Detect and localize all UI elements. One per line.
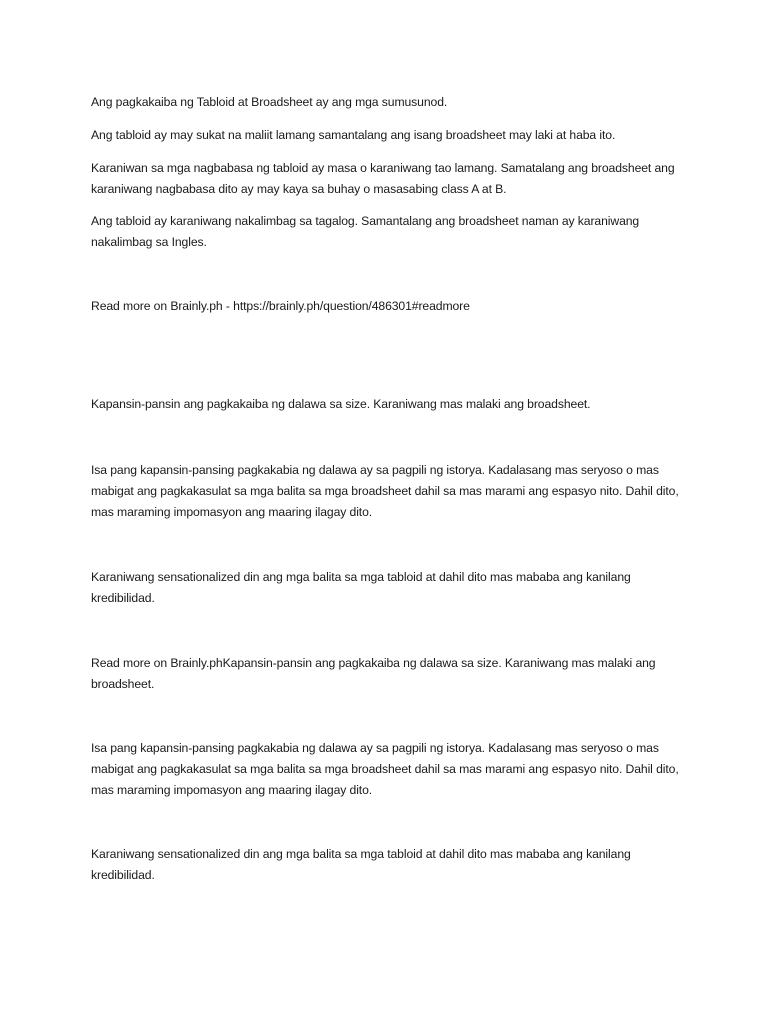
paragraph-read-more-repeat: Read more on Brainly.phKapansin-pansin ang pagkakaiba ng dalawa sa size. Karaniwang mas malaki ang broadsheet. <box>91 656 656 691</box>
paragraph-language: Ang tabloid ay karaniwang nakalimbag sa tagalog. Samantalang ang broadsheet naman ay karaniwang nakalimbag sa Ingles. <box>91 214 640 249</box>
paragraph-sensationalized: Karaniwang sensationalized din ang mga balita sa mga tabloid at dahil dito mas mababa ang kanilang kredibilidad. <box>91 570 631 605</box>
paragraph-size-difference: Kapansin-pansin ang pagkakaiba ng dalawa sa size. Karaniwang mas malaki ang broadsheet. <box>91 397 591 411</box>
paragraph-intro: Ang pagkakaiba ng Tabloid at Broadsheet ay ang mga sumusunod. <box>91 95 448 109</box>
paragraph-story-selection-repeat: Isa pang kapansin-pansing pagkakabia ng dalawa ay sa pagpili ng istorya. Kadalasang mas seryoso o mas mabigat ang pagkakasulat sa mga balita sa mga broadsheet dahil sa mas marami ang espasyo nito. Dahil dito, mas maraming impomasyon ang maaring ilagay dito. <box>91 741 679 797</box>
paragraph-sensationalized-repeat: Karaniwang sensationalized din ang mga balita sa mga tabloid at dahil dito mas mababa ang kanilang kredibilidad. <box>91 847 631 882</box>
paragraph-read-more-link: Read more on Brainly.ph - https://brainly.ph/question/486301#readmore <box>91 299 470 313</box>
paragraph-story-selection: Isa pang kapansin-pansing pagkakabia ng dalawa ay sa pagpili ng istorya. Kadalasang mas seryoso o mas mabigat ang pagkakasulat sa mga balita sa mga broadsheet dahil sa mas marami ang espasyo nito. Dahil dito, mas maraming impomasyon ang maaring ilagay dito. <box>91 463 679 519</box>
paragraph-size: Ang tabloid ay may sukat na maliit lamang samantalang ang isang broadsheet may laki at haba ito. <box>91 128 616 142</box>
paragraph-readers: Karaniwan sa mga nagbabasa ng tabloid ay masa o karaniwang tao lamang. Samatalang ang broadsheet ang karaniwang nagbabasa dito ay may kaya sa buhay o masasabing class A at B. <box>91 161 675 196</box>
